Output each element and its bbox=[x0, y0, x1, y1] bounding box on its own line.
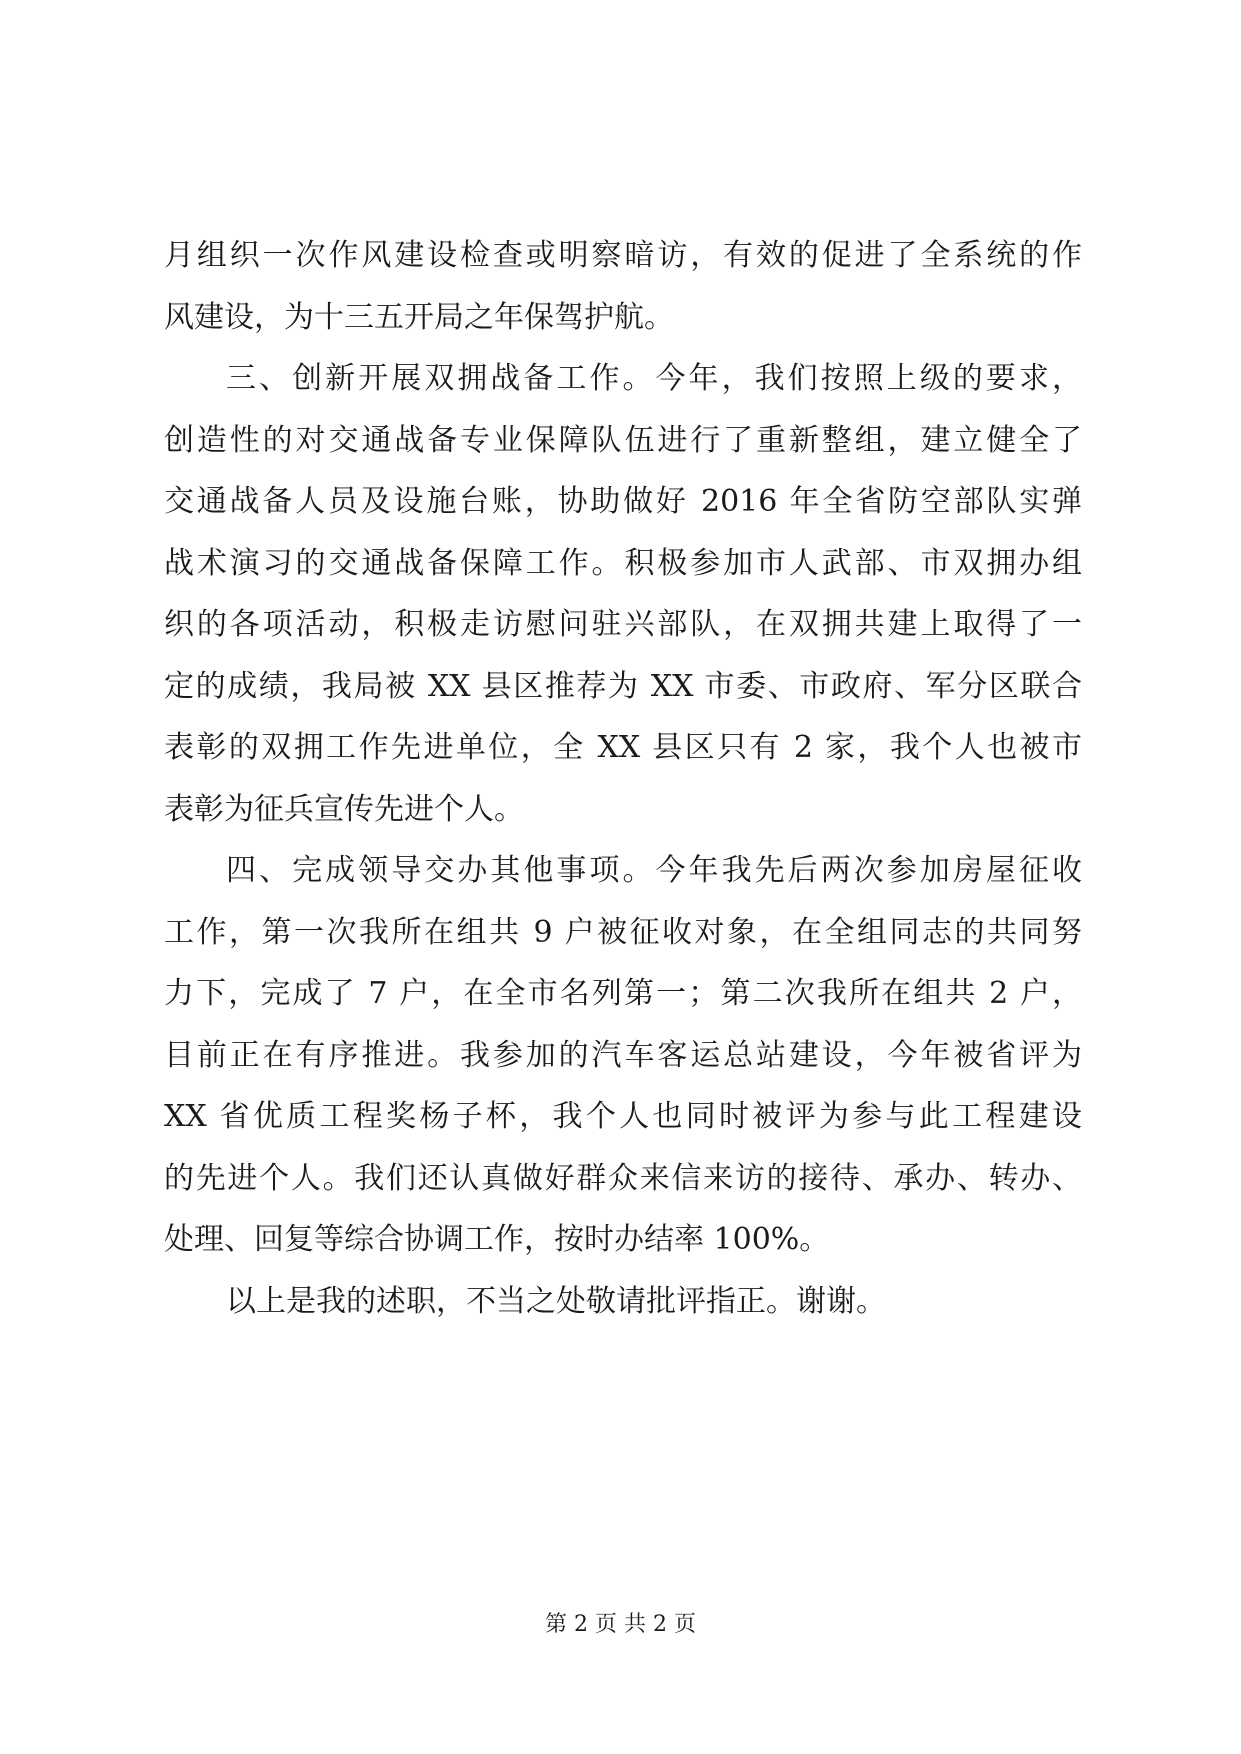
text-line: 战术演习的交通战备保障工作。积极参加市人武部、市双拥办组 bbox=[164, 545, 1082, 581]
text-line: 四、完成领导交办其他事项。今年我先后两次参加房屋征收 bbox=[226, 853, 1082, 888]
paragraph-closing bbox=[164, 1271, 1082, 1333]
text-line: 目前正在有序推进。我参加的汽车客运总站建设，今年被省评为 bbox=[164, 1037, 1082, 1073]
text-line: 交通战备人员及设施台账，协助做好 2016 年全省防空部队实弹 bbox=[164, 484, 1082, 519]
text-line: XX 省优质工程奖杨子杯，我个人也同时被评为参与此工程建设 bbox=[164, 1099, 1082, 1134]
text-line: 表彰的双拥工作先进单位，全 XX 县区只有 2 家，我个人也被市 bbox=[164, 730, 1082, 765]
text-line: 织的各项活动，积极走访慰问驻兴部队，在双拥共建上取得了一 bbox=[164, 607, 1082, 642]
text-line: 定的成绩，我局被 XX 县区推荐为 XX 市委、市政府、军分区联合 bbox=[164, 668, 1082, 704]
text-line: 创造性的对交通战备专业保障队伍进行了重新整组，建立健全了 bbox=[164, 422, 1082, 458]
text-line: 力下，完成了 7 户，在全市名列第一；第二次我所在组共 2 户， bbox=[164, 976, 1082, 1011]
document-body bbox=[164, 225, 1082, 1332]
page-number-footer: 第 2 页 共 2 页 bbox=[545, 1612, 696, 1637]
paragraph-continued bbox=[164, 225, 1082, 348]
text-line: 风建设，为十三五开局之年保驾护航。 bbox=[164, 299, 674, 335]
text-line: 月组织一次作风建设检查或明察暗访，有效的促进了全系统的作 bbox=[164, 238, 1082, 273]
text-line: 三、创新开展双拥战备工作。今年，我们按照上级的要求， bbox=[226, 361, 1082, 396]
text-line: 以上是我的述职，不当之处敬请批评指正。谢谢。 bbox=[226, 1283, 886, 1319]
text-line: 工作，第一次我所在组共 9 户被征收对象，在全组同志的共同努 bbox=[164, 914, 1082, 950]
text-line: 表彰为征兵宣传先进个人。 bbox=[164, 791, 524, 827]
text-line: 的先进个人。我们还认真做好群众来信来访的接待、承办、转办、 bbox=[164, 1160, 1082, 1196]
paragraph-section-three bbox=[164, 348, 1082, 840]
text-line: 处理、回复等综合协调工作，按时办结率 100%。 bbox=[164, 1222, 830, 1257]
paragraph-section-four bbox=[164, 840, 1082, 1271]
